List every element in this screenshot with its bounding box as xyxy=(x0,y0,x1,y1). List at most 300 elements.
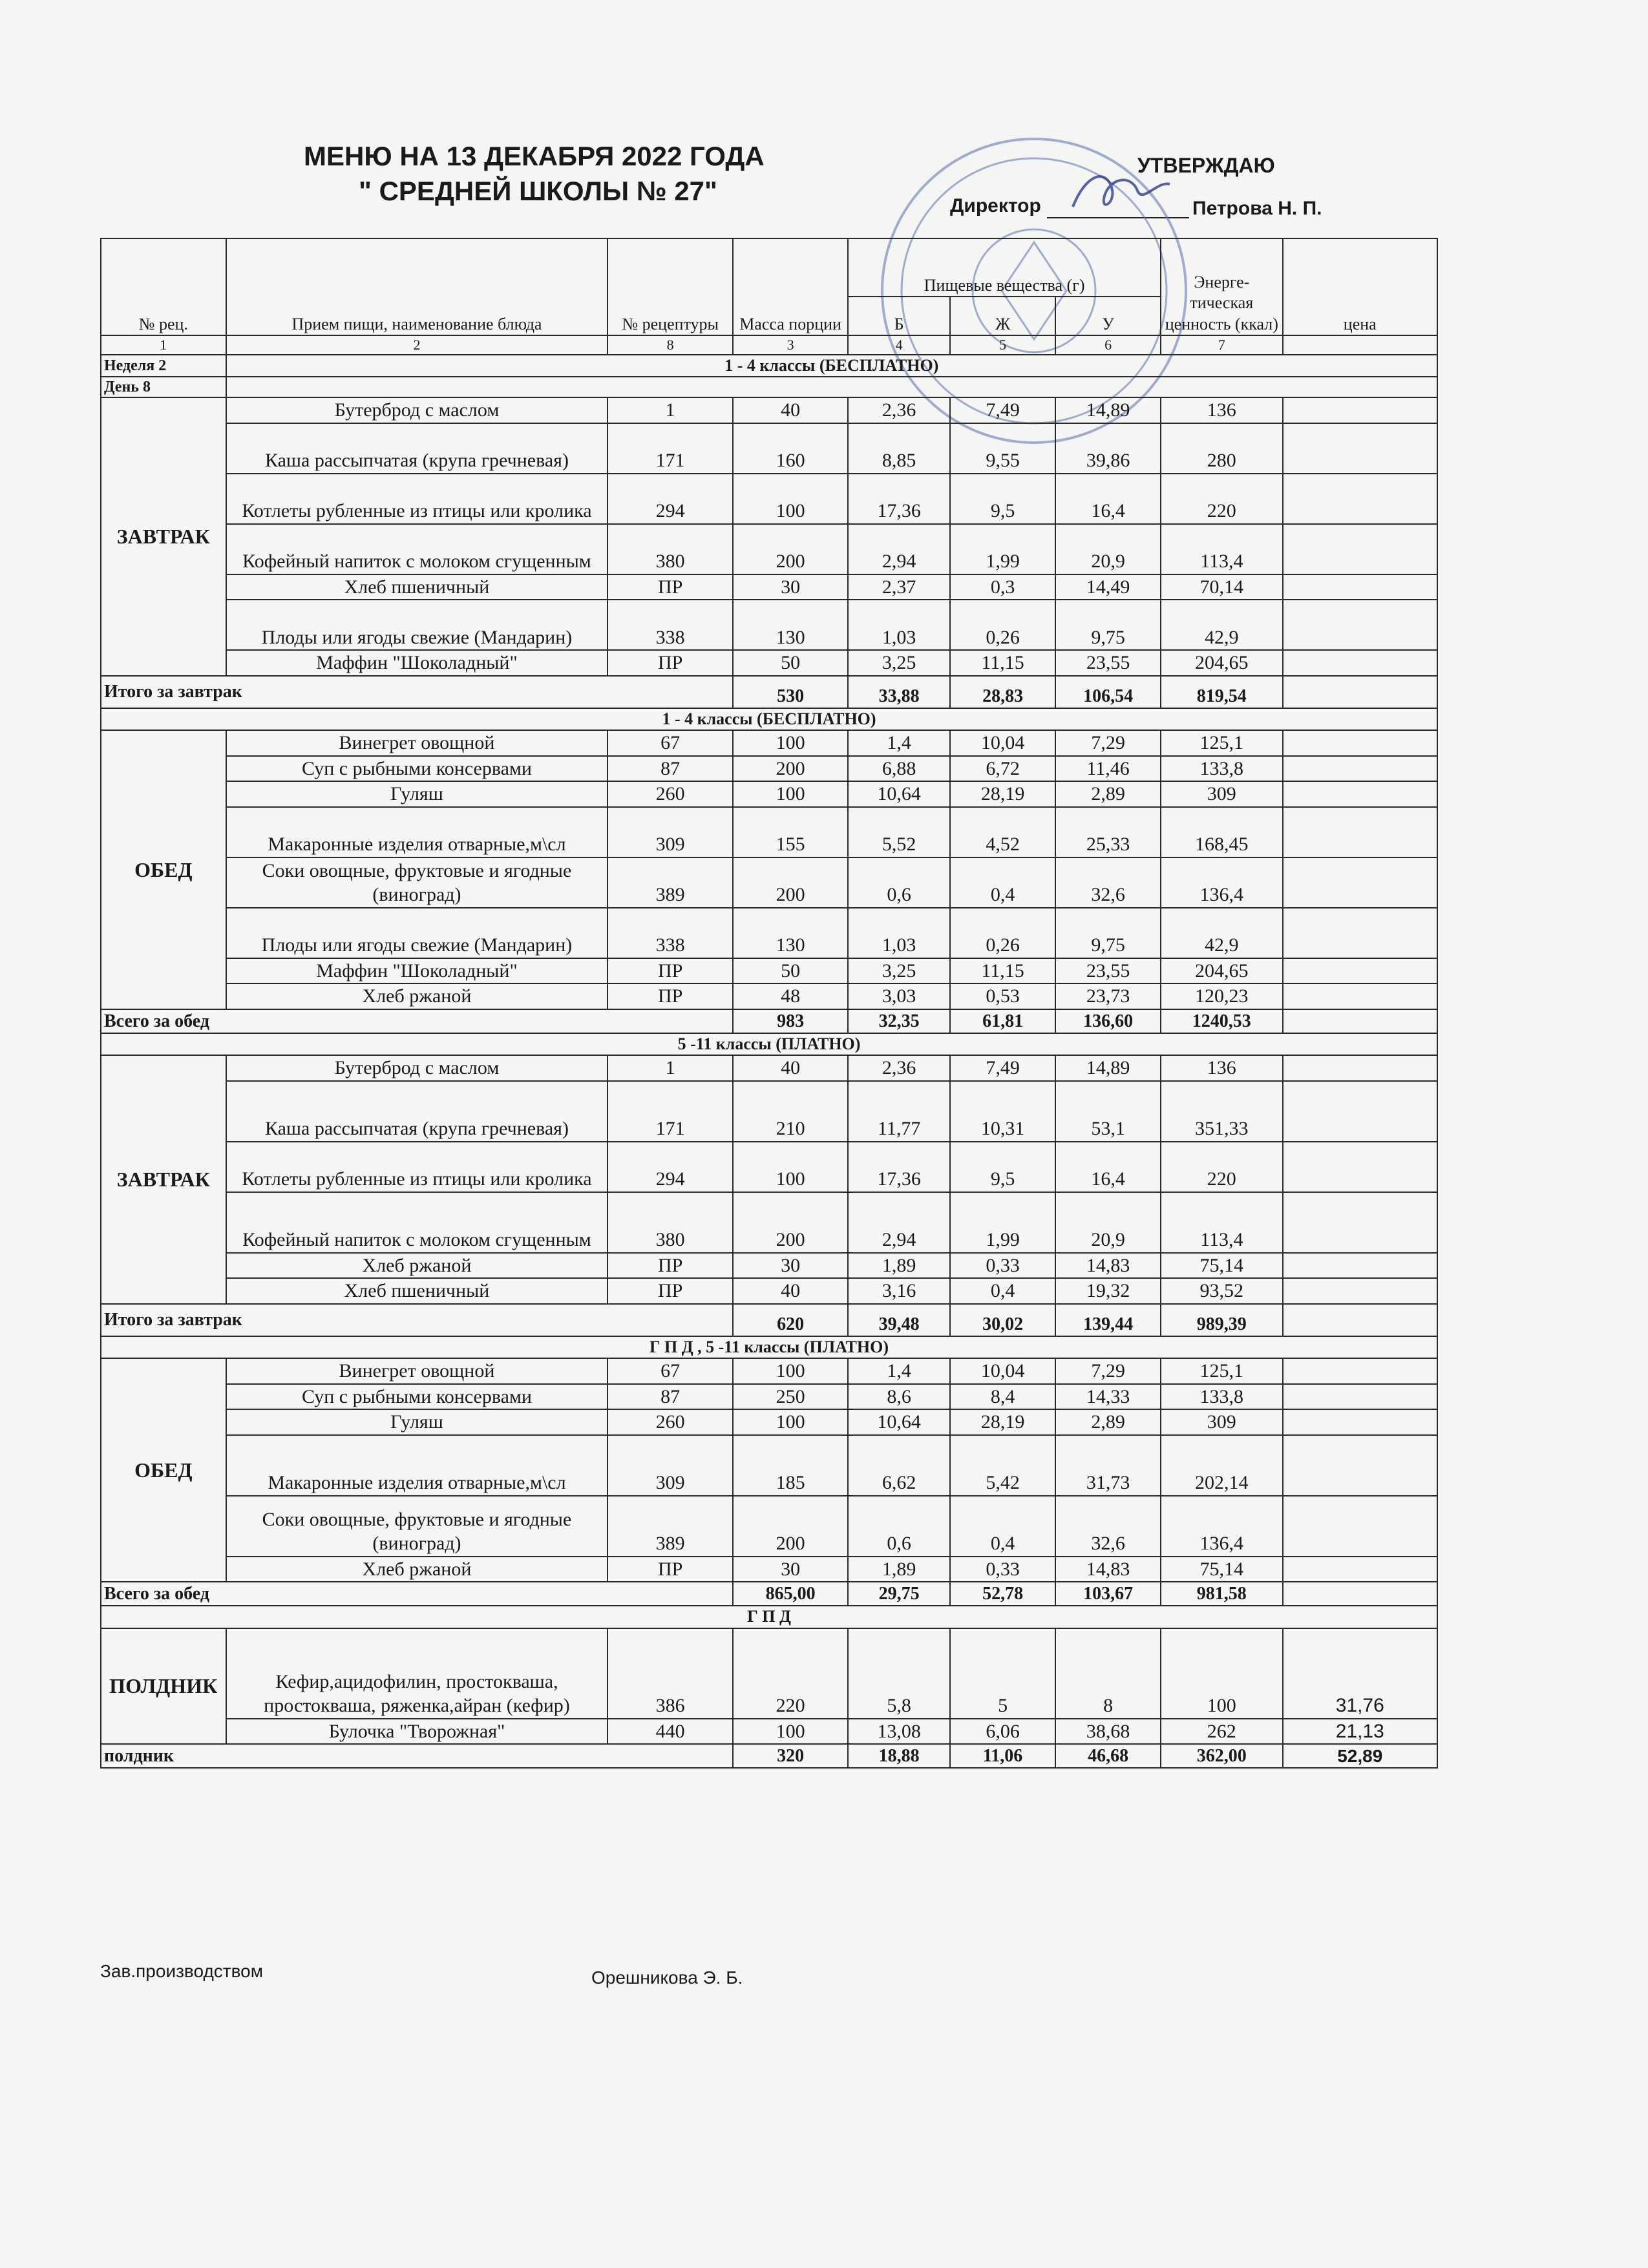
dish-name: Каша рассыпчатая (крупа гречневая) xyxy=(226,423,608,474)
menu-row xyxy=(101,730,1437,756)
energy: 136,4 xyxy=(1161,1496,1282,1557)
col-number: 6 xyxy=(1055,335,1161,355)
col-number: 7 xyxy=(1161,335,1282,355)
price xyxy=(1283,781,1437,807)
protein: 1,4 xyxy=(848,730,950,756)
dish-name: Гуляш xyxy=(226,1409,608,1435)
carbs: 7,29 xyxy=(1055,1358,1161,1384)
fat: 6,06 xyxy=(950,1719,1055,1745)
menu-row xyxy=(101,1384,1437,1410)
energy: 70,14 xyxy=(1161,574,1282,600)
dish-name: Соки овощные, фруктовые и ягодные (виноград) xyxy=(226,857,608,908)
fat: 11,15 xyxy=(950,958,1055,984)
dish-name: Гуляш xyxy=(226,781,608,807)
recipe-number: 294 xyxy=(607,474,733,524)
dish-name: Маффин "Шоколадный" xyxy=(226,650,608,676)
dish-name: Каша рассыпчатая (крупа гречневая) xyxy=(226,1081,608,1142)
protein: 2,94 xyxy=(848,524,950,574)
dish-name: Суп с рыбными консервами xyxy=(226,1384,608,1410)
director-name: Петрова Н. П. xyxy=(1192,198,1322,219)
col-number: 3 xyxy=(733,335,848,355)
dish-name: Кофейный напиток с молоком сгущенным xyxy=(226,1192,608,1253)
total-b: 33,88 xyxy=(848,676,950,708)
recipe-number: ПР xyxy=(607,650,733,676)
fat: 8,4 xyxy=(950,1384,1055,1410)
portion-mass: 40 xyxy=(733,1055,848,1081)
carbs: 14,83 xyxy=(1055,1557,1161,1582)
total-label: Итого за завтрак xyxy=(101,676,733,708)
protein: 2,36 xyxy=(848,1055,950,1081)
total-u: 139,44 xyxy=(1055,1304,1161,1336)
price xyxy=(1283,983,1437,1009)
col-recipe-header: № рецептуры xyxy=(607,238,733,335)
energy: 136 xyxy=(1161,1055,1282,1081)
energy: 309 xyxy=(1161,1409,1282,1435)
total-b: 32,35 xyxy=(848,1009,950,1033)
price xyxy=(1283,908,1437,958)
total-e: 989,39 xyxy=(1161,1304,1282,1336)
protein: 2,94 xyxy=(848,1192,950,1253)
carbs: 23,73 xyxy=(1055,983,1161,1009)
recipe-number: 294 xyxy=(607,1142,733,1192)
price xyxy=(1283,857,1437,908)
section-title: 5 -11 классы (ПЛАТНО) xyxy=(101,1033,1437,1056)
fat: 6,72 xyxy=(950,756,1055,782)
dish-name: Хлеб ржаной xyxy=(226,983,608,1009)
portion-mass: 155 xyxy=(733,807,848,857)
col-price-header: цена xyxy=(1283,238,1437,335)
school-name: " СРЕДНЕЙ ШКОЛЫ № 27" xyxy=(359,176,717,206)
energy: 93,52 xyxy=(1161,1278,1282,1304)
fat: 7,49 xyxy=(950,397,1055,423)
protein: 13,08 xyxy=(848,1719,950,1745)
protein: 3,25 xyxy=(848,650,950,676)
carbs: 20,9 xyxy=(1055,524,1161,574)
protein: 6,88 xyxy=(848,756,950,782)
price xyxy=(1283,1496,1437,1557)
portion-mass: 100 xyxy=(733,781,848,807)
section-title: Г П Д , 5 -11 классы (ПЛАТНО) xyxy=(101,1336,1437,1359)
portion-mass: 100 xyxy=(733,1142,848,1192)
total-row xyxy=(101,1009,1437,1033)
recipe-number: 386 xyxy=(607,1628,733,1719)
recipe-number: 171 xyxy=(607,1081,733,1142)
fat: 28,19 xyxy=(950,1409,1055,1435)
portion-mass: 200 xyxy=(733,857,848,908)
energy: 220 xyxy=(1161,474,1282,524)
menu-row xyxy=(101,650,1437,676)
dish-name: Бутерброд с маслом xyxy=(226,397,608,423)
carbs: 23,55 xyxy=(1055,650,1161,676)
energy: 204,65 xyxy=(1161,650,1282,676)
breakfast-5-11-group xyxy=(101,1055,1437,1336)
col-dish-header: Прием пищи, наименование блюда xyxy=(226,238,608,335)
menu-row xyxy=(101,983,1437,1009)
menu-title: МЕНЮ НА 13 ДЕКАБРЯ 2022 ГОДА xyxy=(304,141,765,171)
dish-name: Винегрет овощной xyxy=(226,1358,608,1384)
total-price: 52,89 xyxy=(1283,1744,1437,1768)
protein: 2,36 xyxy=(848,397,950,423)
fat: 10,31 xyxy=(950,1081,1055,1142)
total-b: 39,48 xyxy=(848,1304,950,1336)
total-price xyxy=(1283,676,1437,708)
col-number: 4 xyxy=(848,335,950,355)
energy: 125,1 xyxy=(1161,730,1282,756)
protein: 8,6 xyxy=(848,1384,950,1410)
snack-group xyxy=(101,1628,1437,1769)
approve-label: УТВЕРЖДАЮ xyxy=(1137,154,1275,177)
dish-name: Хлеб пшеничный xyxy=(226,574,608,600)
portion-mass: 40 xyxy=(733,397,848,423)
menu-row xyxy=(101,474,1437,524)
dish-name: Хлеб ржаной xyxy=(226,1253,608,1279)
price xyxy=(1283,600,1437,650)
section-title: 1 - 4 классы (БЕСПЛАТНО) xyxy=(101,708,1437,731)
menu-row xyxy=(101,1081,1437,1142)
production-manager-label: Зав.производством xyxy=(100,1961,263,1981)
portion-mass: 100 xyxy=(733,1719,848,1745)
menu-row xyxy=(101,857,1437,908)
portion-mass: 220 xyxy=(733,1628,848,1719)
menu-row xyxy=(101,1496,1437,1557)
protein: 17,36 xyxy=(848,474,950,524)
col-u-header: У xyxy=(1055,297,1161,335)
fat: 0,53 xyxy=(950,983,1055,1009)
energy: 133,8 xyxy=(1161,756,1282,782)
fat: 4,52 xyxy=(950,807,1055,857)
portion-mass: 160 xyxy=(733,423,848,474)
menu-row xyxy=(101,524,1437,574)
protein: 6,62 xyxy=(848,1435,950,1496)
recipe-number: ПР xyxy=(607,983,733,1009)
fat: 0,4 xyxy=(950,1496,1055,1557)
carbs: 2,89 xyxy=(1055,1409,1161,1435)
carbs: 16,4 xyxy=(1055,1142,1161,1192)
fat: 9,55 xyxy=(950,423,1055,474)
carbs: 7,29 xyxy=(1055,730,1161,756)
total-u: 46,68 xyxy=(1055,1744,1161,1768)
portion-mass: 185 xyxy=(733,1435,848,1496)
price xyxy=(1283,1435,1437,1496)
recipe-number: 389 xyxy=(607,1496,733,1557)
total-zh: 52,78 xyxy=(950,1582,1055,1606)
carbs: 53,1 xyxy=(1055,1081,1161,1142)
energy: 42,9 xyxy=(1161,600,1282,650)
fat: 5 xyxy=(950,1628,1055,1719)
recipe-number: 1 xyxy=(607,1055,733,1081)
total-zh: 30,02 xyxy=(950,1304,1055,1336)
protein: 1,89 xyxy=(848,1253,950,1279)
dish-name: Хлеб пшеничный xyxy=(226,1278,608,1304)
total-mass: 983 xyxy=(733,1009,848,1033)
menu-row xyxy=(101,958,1437,984)
dish-name: Плоды или ягоды свежие (Мандарин) xyxy=(226,908,608,958)
total-price xyxy=(1283,1582,1437,1606)
portion-mass: 40 xyxy=(733,1278,848,1304)
dish-name: Маффин "Шоколадный" xyxy=(226,958,608,984)
energy: 262 xyxy=(1161,1719,1282,1745)
energy: 100 xyxy=(1161,1628,1282,1719)
energy: 75,14 xyxy=(1161,1557,1282,1582)
col-number: 8 xyxy=(607,335,733,355)
energy: 113,4 xyxy=(1161,524,1282,574)
fat: 28,19 xyxy=(950,781,1055,807)
total-price xyxy=(1283,1009,1437,1033)
portion-mass: 100 xyxy=(733,474,848,524)
price xyxy=(1283,423,1437,474)
carbs: 23,55 xyxy=(1055,958,1161,984)
col-number: 2 xyxy=(226,335,608,355)
fat: 5,42 xyxy=(950,1435,1055,1496)
protein: 1,03 xyxy=(848,600,950,650)
carbs: 32,6 xyxy=(1055,1496,1161,1557)
price xyxy=(1283,1192,1437,1253)
total-row xyxy=(101,1582,1437,1606)
recipe-number: 380 xyxy=(607,524,733,574)
energy: 75,14 xyxy=(1161,1253,1282,1279)
protein: 3,25 xyxy=(848,958,950,984)
recipe-number: 87 xyxy=(607,1384,733,1410)
dish-name: Плоды или ягоды свежие (Мандарин) xyxy=(226,600,608,650)
energy: 113,4 xyxy=(1161,1192,1282,1253)
portion-mass: 200 xyxy=(733,756,848,782)
menu-row xyxy=(101,600,1437,650)
price xyxy=(1283,397,1437,423)
carbs: 25,33 xyxy=(1055,807,1161,857)
protein: 1,03 xyxy=(848,908,950,958)
energy: 204,65 xyxy=(1161,958,1282,984)
protein: 17,36 xyxy=(848,1142,950,1192)
menu-row xyxy=(101,1055,1437,1081)
price xyxy=(1283,807,1437,857)
total-row xyxy=(101,1304,1437,1336)
carbs: 39,86 xyxy=(1055,423,1161,474)
day-label: День 8 xyxy=(101,377,226,397)
total-label: полдник xyxy=(101,1744,733,1768)
portion-mass: 200 xyxy=(733,1192,848,1253)
protein: 11,77 xyxy=(848,1081,950,1142)
col-b-header: Б xyxy=(848,297,950,335)
section-title: 1 - 4 классы (БЕСПЛАТНО) xyxy=(226,355,1437,377)
total-zh: 28,83 xyxy=(950,676,1055,708)
price xyxy=(1283,958,1437,984)
recipe-number: 440 xyxy=(607,1719,733,1745)
portion-mass: 130 xyxy=(733,600,848,650)
dish-name: Хлеб ржаной xyxy=(226,1557,608,1582)
meal-label: ОБЕД xyxy=(101,730,226,1009)
carbs: 32,6 xyxy=(1055,857,1161,908)
price xyxy=(1283,756,1437,782)
col-nutrients-header: Пищевые вещества (г) xyxy=(848,238,1161,297)
recipe-number: 171 xyxy=(607,423,733,474)
energy: 351,33 xyxy=(1161,1081,1282,1142)
recipe-number: ПР xyxy=(607,574,733,600)
energy: 120,23 xyxy=(1161,983,1282,1009)
total-zh: 61,81 xyxy=(950,1009,1055,1033)
protein: 3,03 xyxy=(848,983,950,1009)
recipe-number: 67 xyxy=(607,730,733,756)
recipe-number: 260 xyxy=(607,781,733,807)
lunch-1-4-group xyxy=(101,730,1437,1033)
total-e: 1240,53 xyxy=(1161,1009,1282,1033)
column-numbers-row xyxy=(101,335,1437,355)
production-manager-name: Орешникова Э. Б. xyxy=(591,1968,743,1988)
dish-name: Котлеты рубленные из птицы или кролика xyxy=(226,474,608,524)
portion-mass: 100 xyxy=(733,730,848,756)
dish-name: Суп с рыбными консервами xyxy=(226,756,608,782)
recipe-number: 67 xyxy=(607,1358,733,1384)
price xyxy=(1283,1253,1437,1279)
col-number xyxy=(1283,335,1437,355)
menu-row xyxy=(101,423,1437,474)
portion-mass: 100 xyxy=(733,1358,848,1384)
lunch-5-11-group xyxy=(101,1358,1437,1606)
recipe-number: 338 xyxy=(607,908,733,958)
meal-label: ОБЕД xyxy=(101,1358,226,1582)
energy: 202,14 xyxy=(1161,1435,1282,1496)
protein: 1,4 xyxy=(848,1358,950,1384)
portion-mass: 200 xyxy=(733,524,848,574)
carbs: 8 xyxy=(1055,1628,1161,1719)
col-rec-header: № рец. xyxy=(101,238,226,335)
energy: 42,9 xyxy=(1161,908,1282,958)
menu-row xyxy=(101,908,1437,958)
protein: 1,89 xyxy=(848,1557,950,1582)
menu-row xyxy=(101,1557,1437,1582)
protein: 10,64 xyxy=(848,1409,950,1435)
carbs: 14,89 xyxy=(1055,397,1161,423)
portion-mass: 30 xyxy=(733,1253,848,1279)
menu-row xyxy=(101,807,1437,857)
carbs: 38,68 xyxy=(1055,1719,1161,1745)
fat: 0,3 xyxy=(950,574,1055,600)
menu-row xyxy=(101,574,1437,600)
fat: 7,49 xyxy=(950,1055,1055,1081)
protein: 10,64 xyxy=(848,781,950,807)
protein: 0,6 xyxy=(848,1496,950,1557)
carbs: 9,75 xyxy=(1055,908,1161,958)
protein: 8,85 xyxy=(848,423,950,474)
recipe-number: 309 xyxy=(607,807,733,857)
menu-row xyxy=(101,1358,1437,1384)
total-mass: 620 xyxy=(733,1304,848,1336)
dish-name: Макаронные изделия отварные,м\сл xyxy=(226,807,608,857)
col-number: 5 xyxy=(950,335,1055,355)
protein: 0,6 xyxy=(848,857,950,908)
header-row xyxy=(101,238,1437,297)
menu-row xyxy=(101,1192,1437,1253)
total-u: 106,54 xyxy=(1055,676,1161,708)
total-b: 18,88 xyxy=(848,1744,950,1768)
dish-name: Булочка "Творожная" xyxy=(226,1719,608,1745)
menu-row xyxy=(101,1278,1437,1304)
recipe-number: 380 xyxy=(607,1192,733,1253)
dish-name: Кофейный напиток с молоком сгущенным xyxy=(226,524,608,574)
col-energy-header: Энерге-тическая ценность (ккал) xyxy=(1161,238,1282,335)
energy: 136,4 xyxy=(1161,857,1282,908)
price xyxy=(1283,1358,1437,1384)
recipe-number: 1 xyxy=(607,397,733,423)
price xyxy=(1283,1409,1437,1435)
price xyxy=(1283,1278,1437,1304)
fat: 10,04 xyxy=(950,1358,1055,1384)
total-mass: 530 xyxy=(733,676,848,708)
fat: 0,4 xyxy=(950,1278,1055,1304)
energy: 125,1 xyxy=(1161,1358,1282,1384)
price xyxy=(1283,1384,1437,1410)
price xyxy=(1283,574,1437,600)
fat: 0,26 xyxy=(950,908,1055,958)
total-e: 362,00 xyxy=(1161,1744,1282,1768)
portion-mass: 30 xyxy=(733,1557,848,1582)
energy: 133,8 xyxy=(1161,1384,1282,1410)
dish-name: Соки овощные, фруктовые и ягодные (виноград) xyxy=(226,1496,608,1557)
recipe-number: 389 xyxy=(607,857,733,908)
price xyxy=(1283,1055,1437,1081)
carbs: 9,75 xyxy=(1055,600,1161,650)
menu-row xyxy=(101,781,1437,807)
fat: 1,99 xyxy=(950,1192,1055,1253)
portion-mass: 100 xyxy=(733,1409,848,1435)
fat: 11,15 xyxy=(950,650,1055,676)
menu-row xyxy=(101,1409,1437,1435)
price: 31,76 xyxy=(1283,1628,1437,1719)
energy: 220 xyxy=(1161,1142,1282,1192)
breakfast-1-4-group xyxy=(101,397,1437,708)
carbs: 14,83 xyxy=(1055,1253,1161,1279)
total-price xyxy=(1283,1304,1437,1336)
menu-row xyxy=(101,1435,1437,1496)
col-mass-header: Масса порции xyxy=(733,238,848,335)
total-label: Итого за завтрак xyxy=(101,1304,733,1336)
protein: 5,52 xyxy=(848,807,950,857)
price xyxy=(1283,650,1437,676)
total-row xyxy=(101,676,1437,708)
portion-mass: 50 xyxy=(733,650,848,676)
col-zh-header: Ж xyxy=(950,297,1055,335)
meal-label: ЗАВТРАК xyxy=(101,397,226,676)
recipe-number: ПР xyxy=(607,1253,733,1279)
energy: 136 xyxy=(1161,397,1282,423)
fat: 0,4 xyxy=(950,857,1055,908)
total-e: 819,54 xyxy=(1161,676,1282,708)
energy: 309 xyxy=(1161,781,1282,807)
total-label: Всего за обед xyxy=(101,1009,733,1033)
carbs: 11,46 xyxy=(1055,756,1161,782)
total-label: Всего за обед xyxy=(101,1582,733,1606)
carbs: 16,4 xyxy=(1055,474,1161,524)
carbs: 14,49 xyxy=(1055,574,1161,600)
total-u: 136,60 xyxy=(1055,1009,1161,1033)
total-e: 981,58 xyxy=(1161,1582,1282,1606)
energy: 280 xyxy=(1161,423,1282,474)
price xyxy=(1283,1557,1437,1582)
week-label: Неделя 2 xyxy=(101,355,226,377)
menu-row xyxy=(101,756,1437,782)
protein: 2,37 xyxy=(848,574,950,600)
portion-mass: 48 xyxy=(733,983,848,1009)
protein: 5,8 xyxy=(848,1628,950,1719)
fat: 0,26 xyxy=(950,600,1055,650)
total-u: 103,67 xyxy=(1055,1582,1161,1606)
price: 21,13 xyxy=(1283,1719,1437,1745)
total-mass: 320 xyxy=(733,1744,848,1768)
fat: 0,33 xyxy=(950,1253,1055,1279)
recipe-number: 87 xyxy=(607,756,733,782)
price xyxy=(1283,524,1437,574)
menu-row xyxy=(101,1719,1437,1745)
portion-mass: 30 xyxy=(733,574,848,600)
